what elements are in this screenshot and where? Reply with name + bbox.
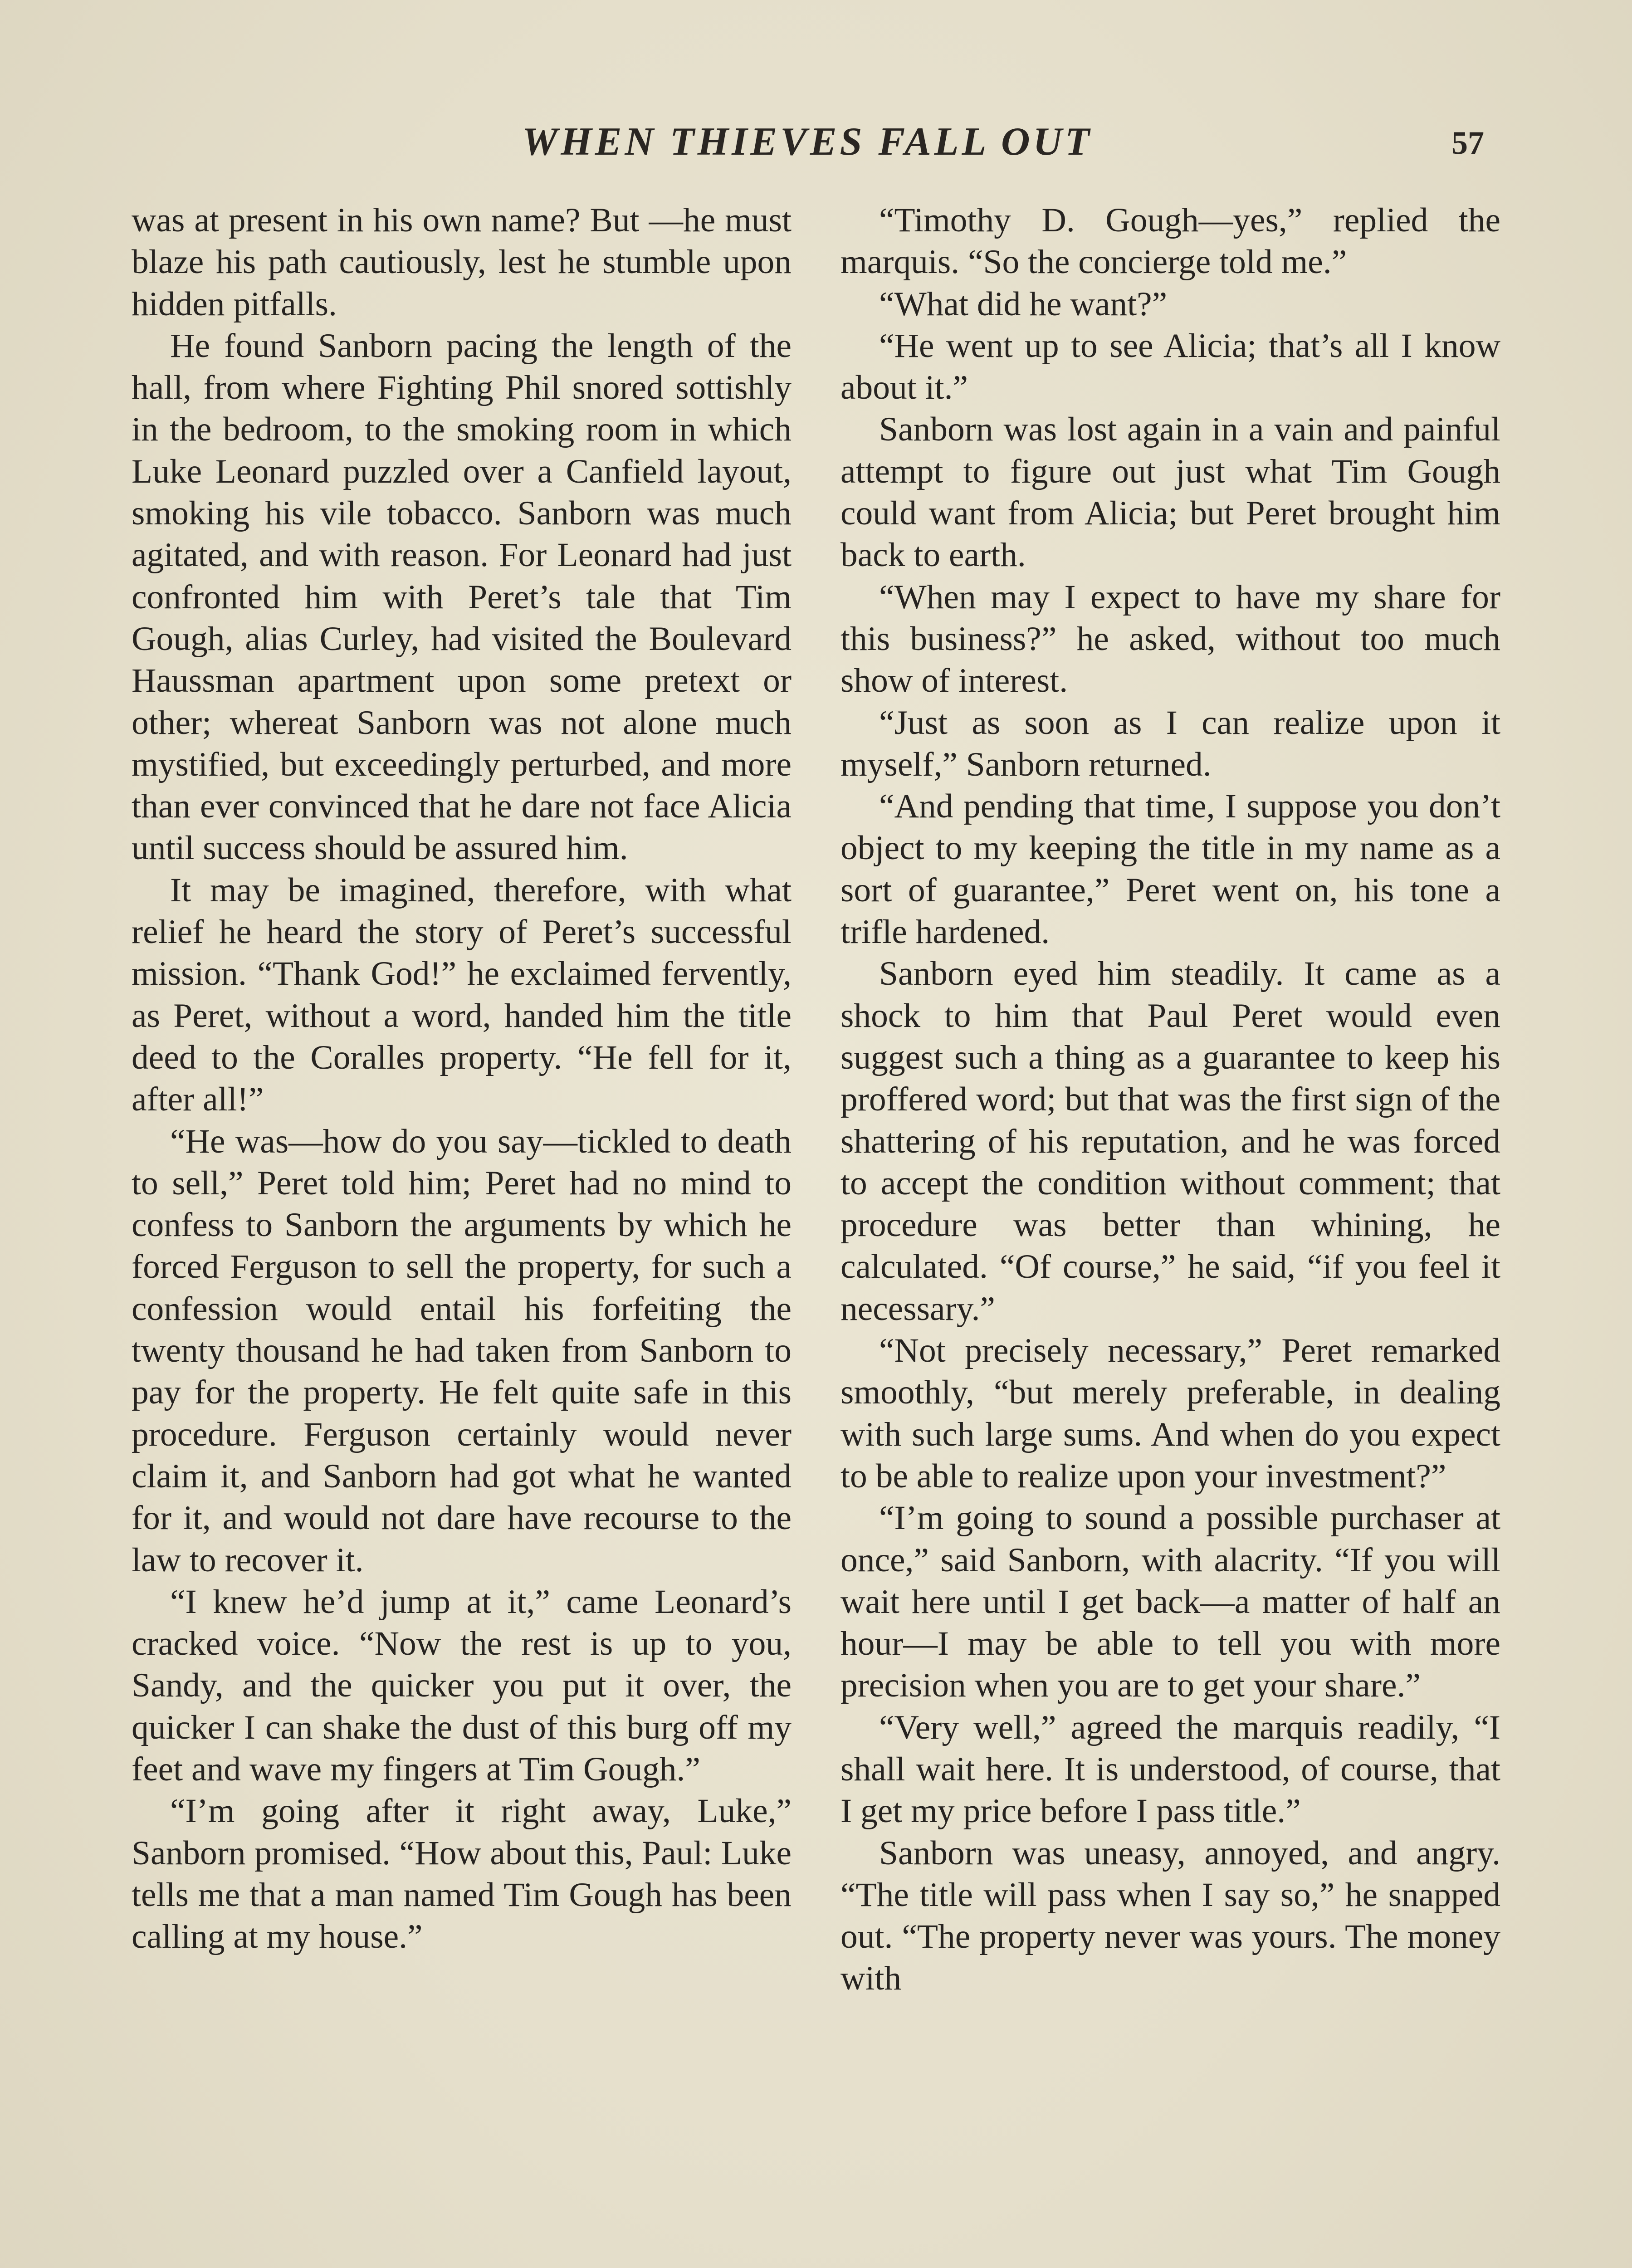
paragraph: was at present in his own name? But —he must blaze his path cautiously, lest he stumble upon hidden pitfalls. <box>132 201 792 323</box>
paragraph: “Not precisely necessary,” Peret remarked smoothly, “but merely preferable, in dealing with such large sums. And when do you expect to be able to realize upon your investment?” <box>840 1332 1500 1495</box>
paragraph: “I’m going after it right away, Luke,” Sanborn promised. “How about this, Paul: Luke tells me that a man named Tim Gough has been calling at my house.” <box>132 1792 792 1956</box>
paragraph: “And pending that time, I suppose you don’t object to my keeping the title in my name as a sort of guarantee,” Peret went on, his tone a trifle hardened. <box>840 787 1500 951</box>
right-column <box>840 200 1500 2000</box>
paragraph: Sanborn was uneasy, annoyed, and angry. “The title will pass when I say so,” he snapped out. “The property never was yours. The money with <box>840 1834 1500 1998</box>
left-column <box>132 200 792 1958</box>
paragraph: “I knew he’d jump at it,” came Leonard’s cracked voice. “Now the rest is up to you, Sandy, and the quicker you put it over, the quicker I can shake the dust of this burg off my feet and wave my fingers at Tim Gough.” <box>132 1583 792 1788</box>
paragraph: “He went up to see Alicia; that’s all I know about it.” <box>840 327 1500 407</box>
paragraph: “I’m going to sound a possible purchaser at once,” said Sanborn, with alacrity. “If you will wait here until I get back—a matter of half an hour—I may be able to tell you with more precision when you are to get your share.” <box>840 1499 1500 1705</box>
page-number: 57 <box>1451 125 1484 161</box>
running-head <box>0 119 1632 169</box>
paragraph: “When may I expect to have my share for this business?” he asked, without too much show of interest. <box>840 578 1500 700</box>
paragraph: “Timothy D. Gough—yes,” replied the marquis. “So the concierge told me.” <box>840 201 1500 281</box>
paragraph: “What did he want?” <box>879 285 1168 323</box>
paragraph: “Just as soon as I can realize upon it myself,” Sanborn returned. <box>840 704 1500 783</box>
paragraph: Sanborn was lost again in a vain and painful attempt to figure out just what Tim Gough could want from Alicia; but Peret brought him back to earth. <box>840 411 1500 574</box>
paragraph: It may be imagined, therefore, with what relief he heard the story of Peret’s successful mission. “Thank God!” he exclaimed fervently, as Peret, without a word, handed him the title deed to the Coralles property. “He fell for it, after all!” <box>132 871 792 1119</box>
paragraph: “Very well,” agreed the marquis readily, “I shall wait here. It is understood, of course, that I get my price before I pass title.” <box>840 1708 1500 1830</box>
paragraph: “He was—how do you say—tickled to death to sell,” Peret told him; Peret had no mind to confess to Sanborn the arguments by which he forced Ferguson to sell the property, for such a confession would entail his forfeiting the twenty thousand he had taken from Sanborn to pay for the property. He felt quite safe in this procedure. Ferguson certainly would never claim it, and Sanborn had got what he wanted for it, and would not dare have recourse to the law to recover it. <box>132 1122 792 1579</box>
paragraph: He found Sanborn pacing the length of the hall, from where Fighting Phil snored sottishly in the bedroom, to the smoking room in which Luke Leonard puzzled over a Canfield layout, smoking his vile tobacco. Sanborn was much agitated, and with reason. For Leonard had just confronted him with Peret’s tale that Tim Gough, alias Curley, had visited the Boulevard Haussman apartment upon some pretext or other; whereat Sanborn was not alone much mystified, but exceedingly perturbed, and more than ever convinced that he dare not face Alicia until success should be assured him. <box>132 327 792 867</box>
page-title: WHEN THIEVES FALL OUT <box>522 120 1093 164</box>
paragraph: Sanborn eyed him steadily. It came as a shock to him that Paul Peret would even suggest such a thing as a guarantee to keep his proffered word; but that was the first sign of the shattering of his reputation, and he was forced to accept the condition without comment; that procedure was better than whining, he calculated. “Of course,” he said, “if you feel it necessary.” <box>840 955 1500 1328</box>
